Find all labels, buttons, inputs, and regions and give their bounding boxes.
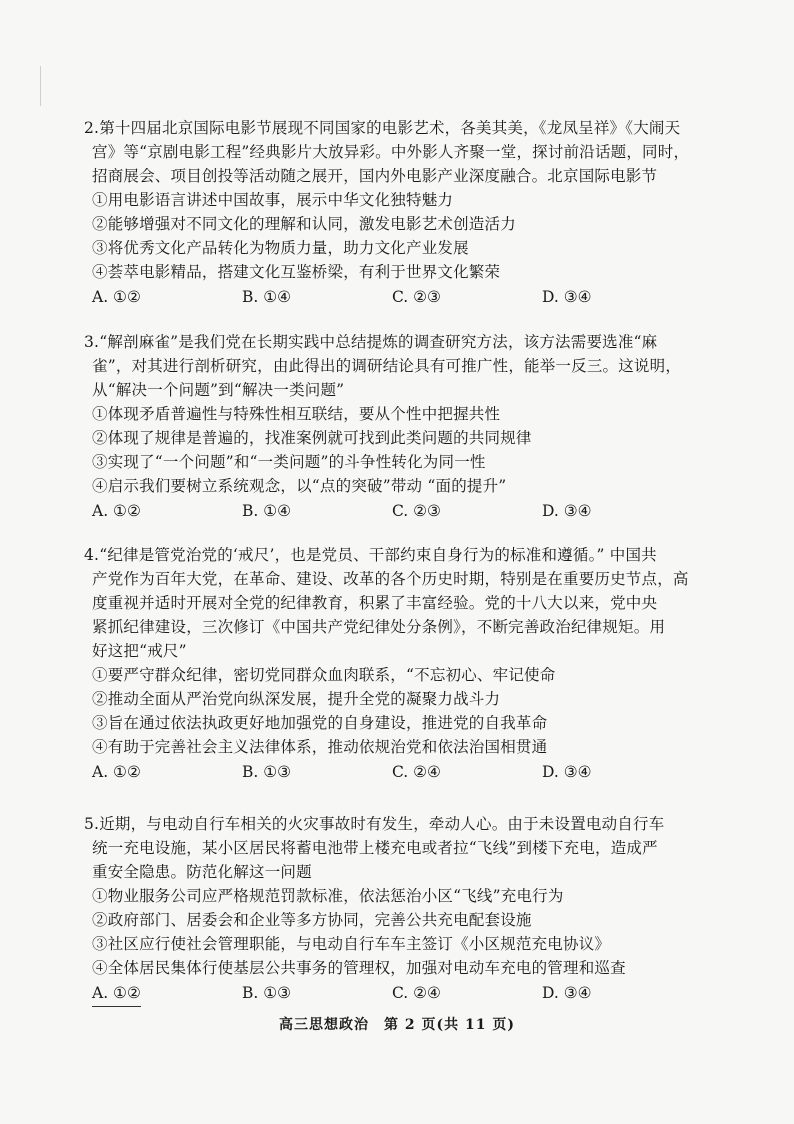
- statement-1: ①用电影语言讲述中国故事，展示中华文化独特魅力: [92, 191, 454, 209]
- statement-1: ①要严守群众纪律，密切党同群众血肉联系，“不忘初心、牢记使命: [92, 666, 556, 684]
- question-5: [84, 812, 704, 1006]
- question-stem-line: 2.第十四届北京国际电影节展现不同国家的电影艺术，各美其美，《龙凤呈祥》《大闹天: [84, 119, 681, 137]
- option-c[interactable]: C. ②④: [392, 763, 441, 781]
- option-b[interactable]: B. ①④: [242, 288, 292, 306]
- question-stem-line: 雀”，对其进行剖析研究，由此得出的调研结论具有可推广性，能举一反三。这说明，: [92, 357, 682, 375]
- statement-2: ②能够增强对不同文化的理解和认同，激发电影艺术创造活力: [92, 215, 516, 233]
- question-stem-line: 从“解决一个问题”到“解决一类问题”: [92, 381, 345, 399]
- option-a[interactable]: A. ①②: [92, 288, 141, 306]
- question-2: [84, 116, 704, 310]
- question-stem-line: 3.“解剖麻雀”是我们党在长期实践中总结提炼的调查研究方法，该方法需要选准“麻: [84, 333, 658, 351]
- question-stem-line: 紧抓纪律建设，三次修订《中国共产党纪律处分条例》，不断完善政治纪律规矩。用: [92, 618, 666, 636]
- question-stem-line: 宫》等“京剧电影工程”经典影片大放异彩。中外影人齐聚一堂，探讨前沿话题，同时，: [92, 143, 690, 161]
- option-b[interactable]: B. ①③: [242, 984, 292, 1002]
- option-d[interactable]: D. ③④: [542, 984, 592, 1002]
- statement-4: ④启示我们要树立系统观念，以“点的突破”带动 “面的提升”: [92, 477, 507, 495]
- question-stem-line: 产党作为百年大党，在革命、建设、改革的各个历史时期，特别是在重要历史节点，高: [92, 570, 689, 588]
- option-b[interactable]: B. ①③: [242, 763, 292, 781]
- statement-1: ①物业服务公司应严格规范罚款标准，依法惩治小区“飞线”充电行为: [92, 887, 564, 905]
- option-a[interactable]: A. ①②: [92, 502, 141, 520]
- option-d[interactable]: D. ③④: [542, 502, 592, 520]
- option-a[interactable]: A. ①②: [92, 763, 141, 781]
- question-stem-line: 招商展会、项目创投等活动随之展开，国内外电影产业深度融合。北京国际电影节: [92, 167, 658, 185]
- option-d[interactable]: D. ③④: [542, 288, 592, 306]
- statement-4: ④有助于完善社会主义法律体系，推动依规治党和依法治国相贯通: [92, 738, 548, 756]
- statement-3: ③旨在通过依法执政更好地加强党的自身建设，推进党的自我革命: [92, 714, 548, 732]
- statement-2: ②推动全面从严治党向纵深发展，提升全党的凝聚力战斗力: [92, 690, 501, 708]
- option-c[interactable]: C. ②③: [392, 502, 441, 520]
- statement-2: ②体现了规律是普遍的，找准案例就可找到此类问题的共同规律: [92, 429, 532, 447]
- option-b[interactable]: B. ①④: [242, 502, 292, 520]
- statement-3: ③社区应行使社会管理职能，与电动自行车车主签订《小区规范充电协议》: [92, 935, 611, 953]
- question-stem-line: 统一充电设施，某小区居民将蓄电池带上楼充电或者拉“飞线”到楼下充电，造成严: [92, 839, 658, 857]
- question-stem-line: 好这把“戒尺”: [92, 642, 187, 660]
- statement-3: ③实现了“一个问题”和“一类问题”的斗争性转化为同一性: [92, 453, 486, 471]
- question-stem-line: 度重视并适时开展对全党的纪律教育，积累了丰富经验。党的十八大以来，党中央: [92, 594, 658, 612]
- statement-3: ③将优秀文化产品转化为物质力量，助力文化产业发展: [92, 239, 469, 257]
- option-d[interactable]: D. ③④: [542, 763, 592, 781]
- answer-options: [92, 980, 704, 1006]
- statement-4: ④荟萃电影精品，搭建文化互鉴桥梁，有利于世界文化繁荣: [92, 263, 501, 281]
- statement-2: ②政府部门、居委会和企业等多方协同，完善公共充电配套设施: [92, 911, 532, 929]
- question-stem-line: 重安全隐患。防范化解这一问题: [92, 863, 312, 881]
- question-3: [84, 330, 704, 524]
- question-stem-line: 4.“纪律是管党治党的‘戒尺’，也是党员、干部约束自身行为的标准和遵循。” 中国共: [84, 546, 657, 564]
- option-c[interactable]: C. ②④: [392, 984, 441, 1002]
- option-c[interactable]: C. ②③: [392, 288, 441, 306]
- answer-options: [92, 284, 704, 310]
- page-footer: 高三思想政治 第 2 页(共 11 页): [279, 1017, 515, 1033]
- answer-options: [92, 498, 704, 524]
- question-stem-line: 5.近期，与电动自行车相关的火灾事故时有发生，牵动人心。由于未设置电动自行车: [84, 815, 665, 833]
- answer-options: [92, 759, 704, 785]
- option-a[interactable]: A. ①②: [92, 980, 141, 1007]
- statement-4: ④全体居民集体行使基层公共事务的管理权，加强对电动车充电的管理和巡查: [92, 959, 626, 977]
- statement-1: ①体现矛盾普遍性与特殊性相互联结，要从个性中把握共性: [92, 405, 501, 423]
- question-4: [84, 543, 704, 785]
- scan-edge-mark: [40, 66, 41, 106]
